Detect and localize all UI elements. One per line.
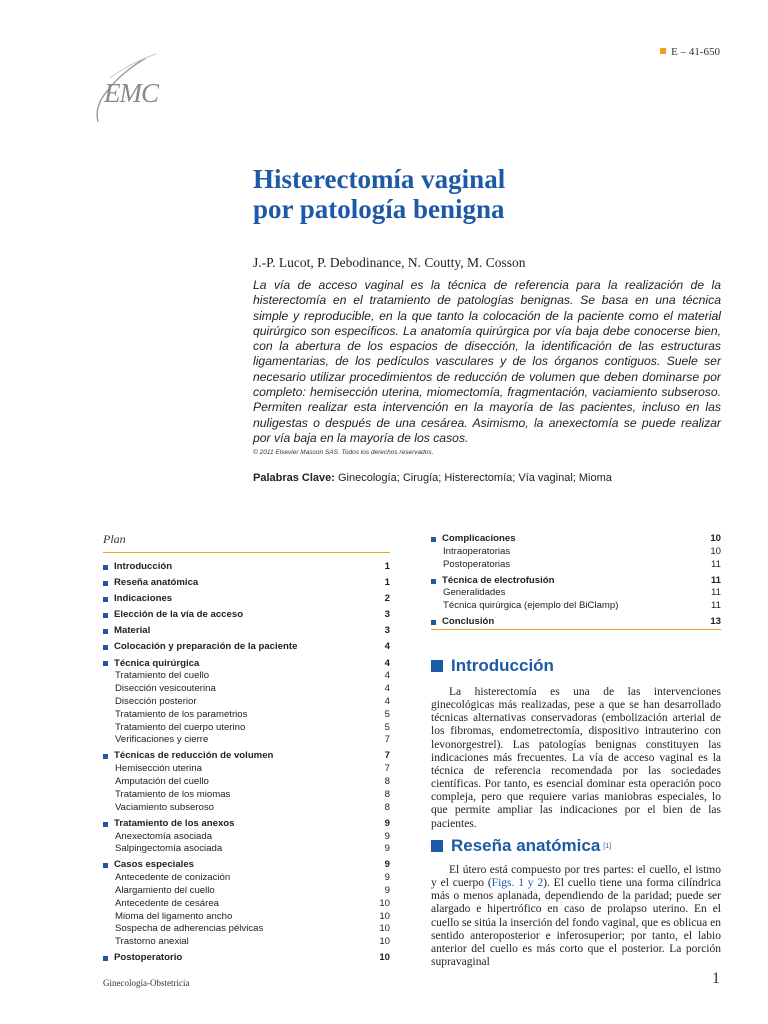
toc-bullet-square-icon <box>103 629 108 634</box>
section-heading-anatomy <box>431 836 611 856</box>
toc-subsection[interactable] <box>103 683 390 696</box>
toc-page-number: 1 <box>384 577 390 589</box>
plan-title: Plan <box>103 532 126 546</box>
toc-page-number: 2 <box>384 593 390 605</box>
toc-page-number: 1 <box>384 561 390 572</box>
toc-bullet-square-icon <box>103 956 108 961</box>
keywords-value: Ginecología; Cirugía; Histerectomía; Vía vaginal; Mioma <box>338 472 612 484</box>
toc-page-number: 7 <box>384 750 390 762</box>
toc-label: Intraoperatorias <box>443 545 511 557</box>
toc-label: Disección posterior <box>115 695 197 707</box>
toc-page-number: 10 <box>379 952 390 964</box>
plan-divider-left <box>103 552 390 553</box>
toc-subsection[interactable] <box>103 696 390 709</box>
toc-page-number: 8 <box>384 776 390 788</box>
toc-page-number: 10 <box>379 936 390 948</box>
toc-label: Material <box>103 625 150 638</box>
toc-label: Mioma del ligamento ancho <box>115 910 233 922</box>
copyright: © 2011 Elsevier Masson SAS. Todos los derechos reservados. <box>253 449 434 456</box>
toc-subsection[interactable] <box>103 789 390 802</box>
toc-bullet-square-icon <box>431 537 436 542</box>
toc-label: Tratamiento del cuello <box>115 670 210 682</box>
toc-section[interactable] <box>103 750 390 763</box>
toc-page-number: 13 <box>710 616 721 628</box>
toc-label: Trastorno anexial <box>115 936 189 948</box>
anatomy-heading-text: Reseña anatómica <box>451 836 601 855</box>
heading-square-icon <box>431 840 443 852</box>
toc-subsection[interactable] <box>103 734 390 747</box>
article-title <box>253 164 733 224</box>
toc-section[interactable] <box>103 561 390 574</box>
toc-subsection[interactable] <box>103 763 390 776</box>
toc-subsection[interactable] <box>103 776 390 789</box>
toc-bullet-square-icon <box>431 620 436 625</box>
toc-page-number: 11 <box>711 587 721 599</box>
toc-section[interactable] <box>103 625 390 638</box>
toc-section[interactable] <box>103 593 390 606</box>
anatomy-reference-link[interactable]: [1] <box>603 842 612 850</box>
toc-section[interactable] <box>103 658 390 671</box>
toc-page-number: 4 <box>384 670 390 682</box>
plan-divider-right <box>431 629 721 630</box>
toc-label: Introducción <box>103 561 172 574</box>
toc-subsection[interactable] <box>103 898 390 911</box>
toc-page-number: 9 <box>384 817 390 829</box>
toc-page-number: 8 <box>384 801 390 813</box>
toc-bullet-square-icon <box>103 754 108 759</box>
toc-label: Antecedente de cesárea <box>115 897 220 909</box>
toc-label: Sospecha de adherencias pélvicas <box>115 923 264 935</box>
toc-page-number: 10 <box>379 897 390 909</box>
toc-page-number: 10 <box>379 910 390 922</box>
plan-list-left <box>103 561 390 965</box>
toc-label: Técnica quirúrgica <box>103 658 199 671</box>
heading-square-icon <box>431 660 443 672</box>
toc-section[interactable] <box>431 575 721 588</box>
toc-page-number: 9 <box>384 859 390 871</box>
toc-label: Postoperatorias <box>443 558 511 570</box>
toc-section[interactable] <box>103 641 390 654</box>
toc-page-number: 4 <box>384 641 390 653</box>
toc-subsection[interactable] <box>431 559 721 572</box>
toc-section[interactable] <box>103 577 390 590</box>
toc-label: Salpingectomía asociada <box>115 843 223 855</box>
toc-bullet-square-icon <box>103 863 108 868</box>
toc-label: Tratamiento de los miomas <box>115 788 231 800</box>
reference-square-icon <box>660 48 666 54</box>
toc-page-number: 3 <box>384 625 390 637</box>
toc-label: Colocación y preparación de la paciente <box>103 641 297 654</box>
toc-label: Tratamiento del cuerpo uterino <box>115 721 246 733</box>
toc-label: Generalidades <box>443 587 506 599</box>
toc-page-number: 4 <box>384 683 390 695</box>
toc-subsection[interactable] <box>103 843 390 856</box>
page-number: 1 <box>712 970 720 987</box>
toc-section[interactable] <box>431 533 721 546</box>
anatomy-text-end: ). El cuello tiene una forma cilíndrica más o menos aplanada, dependiendo de la paridad; puede ser alargado e hipertrófico en caso de prolapso uterino. En el cuello se sitúa la inserción del fondo vaginal, que es oblicua en sentido anteroposterior e inferosuperior; por tanto, el labio anterior del cuello es más corto que el posterior. La porción supravaginal <box>431 877 721 969</box>
toc-label: Conclusión <box>431 616 494 629</box>
toc-section[interactable] <box>103 952 390 965</box>
toc-label: Tratamiento de los parametrios <box>115 708 248 720</box>
toc-subsection[interactable] <box>431 587 721 600</box>
toc-bullet-square-icon <box>103 645 108 650</box>
toc-page-number: 4 <box>384 695 390 707</box>
section-heading-introduction <box>431 656 554 676</box>
toc-subsection[interactable] <box>103 802 390 815</box>
toc-bullet-square-icon <box>431 579 436 584</box>
toc-subsection[interactable] <box>103 911 390 924</box>
toc-page-number: 9 <box>384 872 390 884</box>
toc-label: Vaciamiento subseroso <box>115 801 215 813</box>
toc-label: Antecedente de conización <box>115 872 231 884</box>
toc-page-number: 11 <box>711 600 721 612</box>
toc-section[interactable] <box>103 818 390 831</box>
toc-page-number: 10 <box>710 545 721 557</box>
title-line-2: por patología benigna <box>253 194 505 224</box>
toc-label: Complicaciones <box>431 533 516 546</box>
toc-page-number: 10 <box>710 533 721 544</box>
toc-subsection[interactable] <box>103 670 390 683</box>
toc-label: Disección vesicouterina <box>115 683 216 695</box>
toc-page-number: 5 <box>384 708 390 720</box>
toc-subsection[interactable] <box>103 923 390 936</box>
toc-page-number: 11 <box>710 574 721 586</box>
introduction-heading-text: Introducción <box>451 656 554 675</box>
keywords <box>253 472 612 484</box>
toc-label: Indicaciones <box>103 593 172 606</box>
toc-page-number: 7 <box>384 734 390 746</box>
toc-subsection[interactable] <box>103 872 390 885</box>
toc-subsection[interactable] <box>431 600 721 613</box>
toc-bullet-square-icon <box>103 581 108 586</box>
toc-bullet-square-icon <box>103 565 108 570</box>
toc-label: Verificaciones y cierre <box>115 734 209 746</box>
toc-label: Técnica de electrofusión <box>431 575 555 588</box>
anatomy-paragraph <box>431 864 721 969</box>
toc-label: Amputación del cuello <box>115 776 209 788</box>
abstract: La vía de acceso vaginal es la técnica de referencia para la realización de la histerectomía en el tratamiento de patologías benignas. Se basa en una técnica simple y reproducible, en la que tanto la colocación de la paciente como el material quirúrgico son específicos. La anatomía quirúrgica por vía baja debe conocerse bien, con la abertura de los espacios de disección, la identificación de las estructuras ligamentarias, de los pedículos vasculares y de los órganos contiguos. Suele ser necesario utilizar procedimientos de reducción de volumen que deben dominarse por completo: hemisección uterina, miomectomía, fragmentación, vaciamiento subseroso. Permiten realizar esta intervención en la mayoría de las pacientes, incluso en las nuligestas o después de una cesárea. Asimismo, la anexectomía se puede realizar por vía baja en la mayoría de los casos. <box>253 278 721 445</box>
introduction-paragraph: La histerectomía es una de las intervenciones ginecológicas más realizadas, pese a que se han desarrollado técnicas alternativas conservadoras (embolización arterial de los fibromas, endometrectomía, dispositivo intrauterino con levonorgestrel). Las patologías benignas constituyen las indicaciones más frecuentes. La vía de acceso vaginal es la técnica de referencia recomendada por las sociedades científicas. Por tanto, es esencial dominar esta operación poco compleja, pero que requiere varias maniobras especiales, lo que permite ampliar las indicaciones por el bien de las pacientes. <box>431 686 721 830</box>
toc-label: Anexectomía asociada <box>115 830 213 842</box>
toc-subsection[interactable] <box>103 709 390 722</box>
anatomy-text-start: El útero está compuesto por tres partes: el cuello, el istmo y el cuerpo ( <box>431 864 721 890</box>
toc-label: Reseña anatómica <box>103 577 198 590</box>
journal-name: Ginecología-Obstetricia <box>103 978 190 988</box>
toc-page-number: 9 <box>384 885 390 896</box>
title-line-1: Histerectomía vaginal <box>253 164 506 194</box>
toc-page-number: 3 <box>384 609 390 621</box>
toc-label: Técnicas de reducción de volumen <box>103 750 273 763</box>
toc-subsection[interactable] <box>103 936 390 949</box>
toc-subsection[interactable] <box>431 546 721 559</box>
toc-label: Alargamiento del cuello <box>115 885 215 896</box>
keywords-label: Palabras Clave: <box>253 472 335 484</box>
toc-section[interactable] <box>103 609 390 622</box>
plan-list-right <box>431 533 721 629</box>
toc-label: Casos especiales <box>103 859 194 872</box>
toc-page-number: 9 <box>384 843 390 855</box>
toc-subsection[interactable] <box>103 722 390 735</box>
toc-page-number: 8 <box>384 788 390 800</box>
toc-page-number: 5 <box>384 721 390 733</box>
authors: J.-P. Lucot, P. Debodinance, N. Coutty, M. Cosson <box>253 255 526 270</box>
toc-label: Técnica quirúrgica (ejemplo del BiClamp) <box>443 600 619 612</box>
toc-page-number: 10 <box>379 923 390 935</box>
toc-subsection[interactable] <box>103 885 390 898</box>
toc-bullet-square-icon <box>103 613 108 618</box>
toc-section[interactable] <box>103 859 390 872</box>
toc-page-number: 9 <box>384 830 390 842</box>
emc-logo <box>92 48 160 126</box>
toc-label: Postoperatorio <box>103 952 182 965</box>
reference-code: E – 41-650 <box>671 46 720 58</box>
toc-page-number: 7 <box>384 763 390 775</box>
toc-subsection[interactable] <box>103 831 390 844</box>
toc-page-number: 11 <box>711 558 721 570</box>
toc-label: Tratamiento de los anexos <box>103 818 235 831</box>
article-reference <box>660 46 720 58</box>
toc-section[interactable] <box>431 616 721 629</box>
toc-bullet-square-icon <box>103 661 108 666</box>
toc-label: Hemisección uterina <box>115 763 202 775</box>
toc-bullet-square-icon <box>103 822 108 827</box>
toc-label: Elección de la vía de acceso <box>103 609 243 622</box>
svg-text:EMC: EMC <box>104 78 158 108</box>
toc-page-number: 4 <box>384 657 390 669</box>
figures-link[interactable]: Figs. 1 y 2 <box>491 877 544 890</box>
toc-bullet-square-icon <box>103 597 108 602</box>
